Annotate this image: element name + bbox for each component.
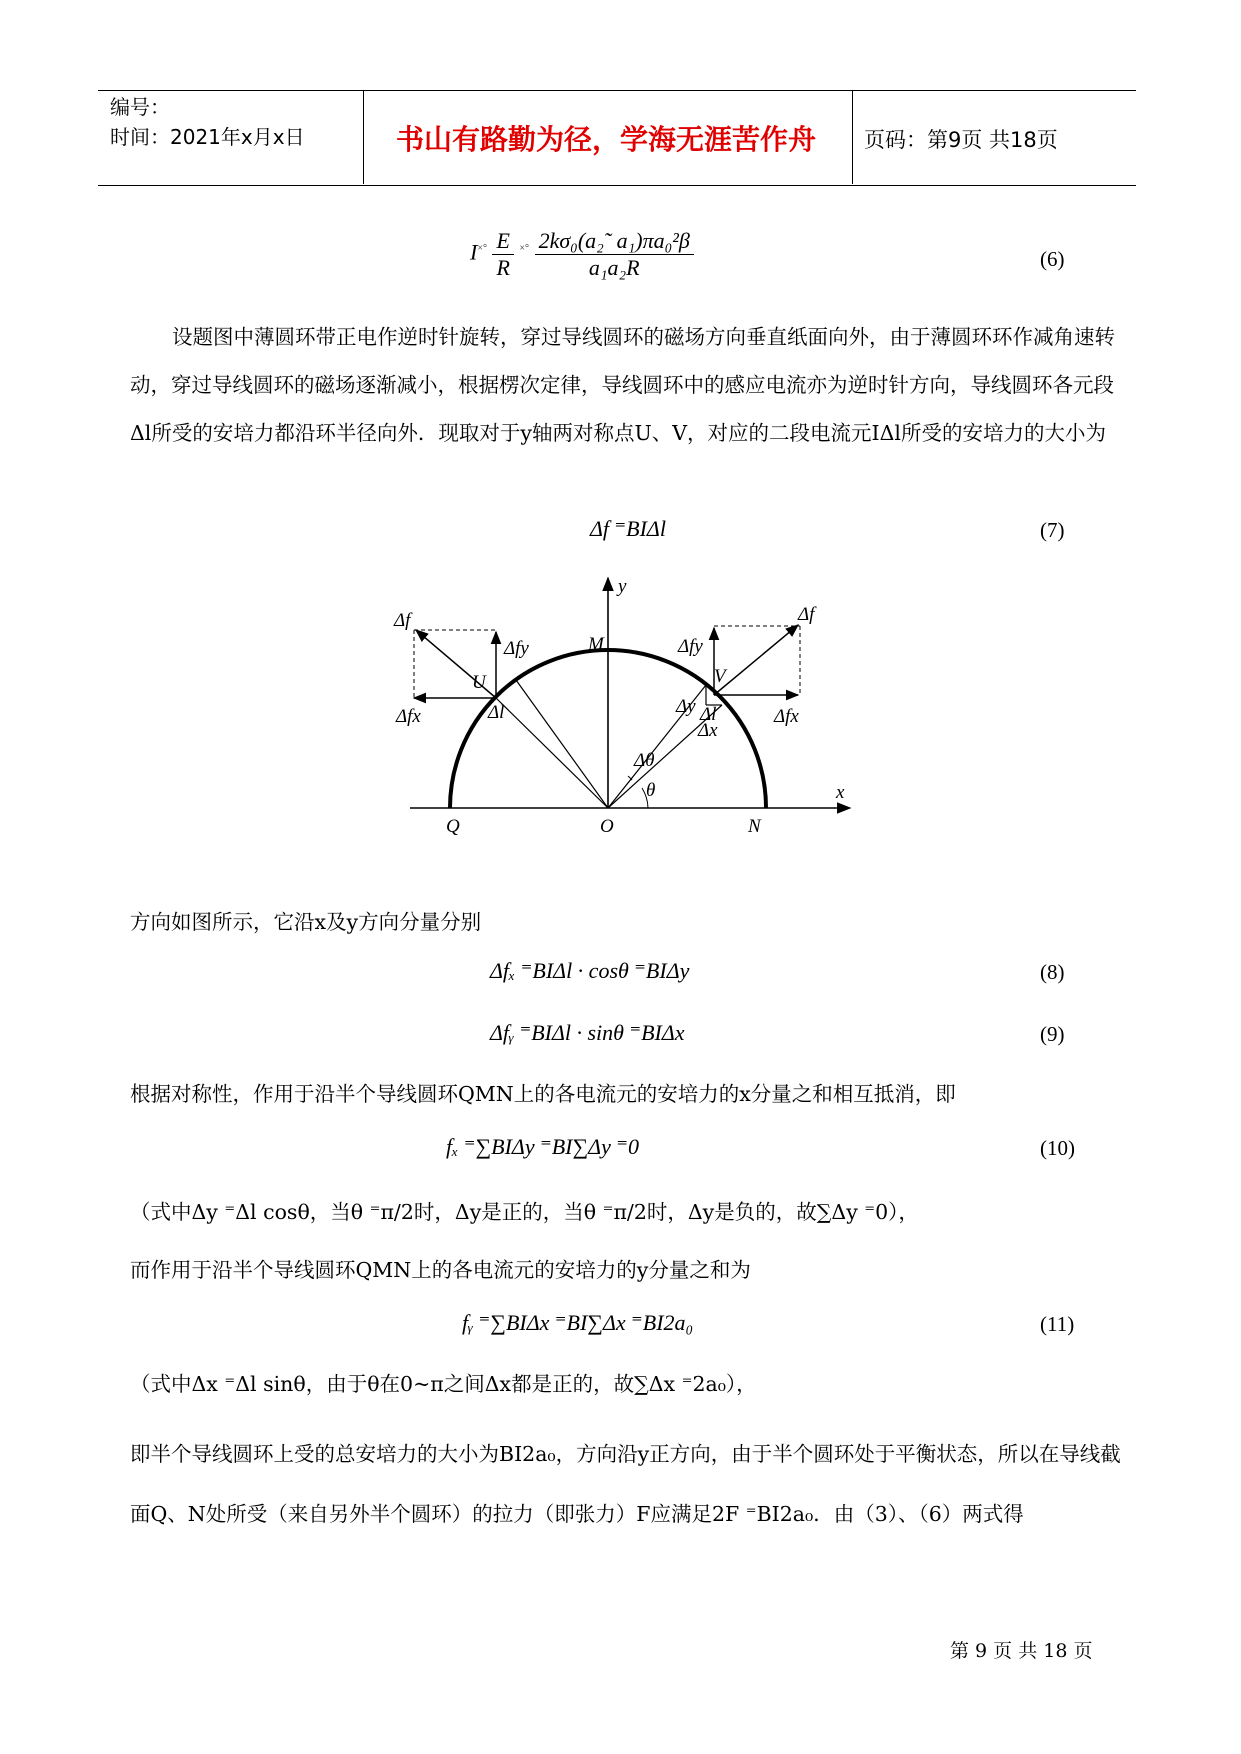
code-label: 编号：	[110, 95, 170, 119]
label-V: V	[714, 666, 726, 687]
label-dl-left: Δl	[488, 702, 505, 723]
radius-left-2	[516, 680, 608, 808]
header-divider-left	[363, 90, 364, 184]
header-meta	[110, 92, 305, 152]
equation-8-number: (8)	[1040, 960, 1065, 984]
paragraph-7: 即半个导线圆环上受的总安培力的大小为BI2a₀，方向沿y正方向，由于半个圆环处于平衡状态，所以在导线截面Q、N处所受（来自另外半个圆环）的拉力（即张力）F应满足2F ⁼BI2a₀．由（3）、（6）两式得	[130, 1442, 1121, 1526]
label-df-left: Δf	[394, 610, 411, 631]
label-N: N	[748, 816, 761, 837]
header-motto: 书山有路勤为径，学海无涯苦作舟	[395, 123, 816, 156]
page-footer: 第 9 页 共 18 页	[950, 1640, 1093, 1662]
radius-left-1	[496, 698, 608, 808]
equation-11-number: (11)	[1040, 1312, 1075, 1336]
force-diagram	[380, 570, 860, 840]
label-O: O	[600, 816, 614, 837]
equation-6-number: (6)	[1040, 247, 1065, 271]
equation-6: I×° $\frac{E}{R}$ ×° $\frac{\text{2kσ₀(a₂˜ a₁)πa₀²β}}{\text{a₁a₂R}}$	[470, 228, 694, 281]
paragraph-1: 设题图中薄圆环带正电作逆时针旋转，穿过导线圆环的磁场方向垂直纸面向外，由于薄圆环环作减角速转动，穿过导线圆环的磁场逐渐减小，根据楞次定律，导线圆环中的感应电流亦为逆时针方向，导线圆环各元段Δl所受的安培力都沿环半径向外．现取对于y轴两对称点U、V，对应的二段电流元IΔl所受的安培力的大小为	[130, 325, 1115, 445]
equation-11: fᵧ ⁼∑BIΔx ⁼BI∑Δx ⁼BI2a₀	[462, 1310, 694, 1335]
date-label: 时间：2021年x月x日	[110, 125, 305, 149]
label-dtheta: Δθ	[634, 750, 655, 771]
label-dl-right: Δl	[700, 704, 717, 725]
label-dx: Δx	[698, 720, 718, 741]
label-dy: Δy	[676, 696, 696, 717]
label-dfx-left: Δfx	[396, 706, 421, 727]
label-dfy-right: Δfy	[678, 636, 703, 657]
paragraph-3: 根据对称性，作用于沿半个导线圆环QMN上的各电流元的安培力的x分量之和相互抵消，即	[130, 1082, 956, 1106]
equation-9-number: (9)	[1040, 1022, 1065, 1046]
paragraph-5: 而作用于沿半个导线圆环QMN上的各电流元的安培力的y分量之和为	[130, 1258, 751, 1282]
equation-10-number: (10)	[1040, 1136, 1075, 1160]
label-Q: Q	[446, 816, 460, 837]
label-df-right: Δf	[798, 604, 815, 625]
equation-9: Δfᵧ ⁼BIΔl · sinθ ⁼BIΔx	[490, 1020, 685, 1045]
label-U: U	[472, 672, 486, 693]
label-dfx-right: Δfx	[774, 706, 799, 727]
equation-7: Δf ⁼BIΔl	[590, 516, 666, 541]
paragraph-4: （式中Δy ⁼Δl cosθ，当θ ⁼π/2时，Δy是正的，当θ ⁼π/2时，Δy是负的，故∑Δy ⁼0），	[130, 1200, 919, 1224]
equation-10: fₓ ⁼∑BIΔy ⁼BI∑Δy ⁼0	[446, 1134, 639, 1159]
equation-7-number: (7)	[1040, 518, 1065, 542]
header-divider-right	[852, 90, 853, 184]
label-M: M	[588, 634, 604, 655]
force-right-df	[714, 625, 798, 695]
paragraph-6: （式中Δx ⁼Δl sinθ，由于θ在0~π之间Δx都是正的，故∑Δx ⁼2a₀），	[130, 1372, 757, 1396]
label-theta: θ	[646, 780, 656, 801]
header-page-info: 页码：第9页 共18页	[864, 128, 1058, 152]
label-y: y	[618, 576, 627, 597]
equation-8: Δfₓ ⁼BIΔl · cosθ ⁼BIΔy	[490, 958, 690, 983]
paragraph-2: 方向如图所示，它沿x及y方向分量分别	[130, 910, 482, 934]
label-dfy-left: Δfy	[504, 638, 529, 659]
label-x: x	[836, 782, 845, 803]
